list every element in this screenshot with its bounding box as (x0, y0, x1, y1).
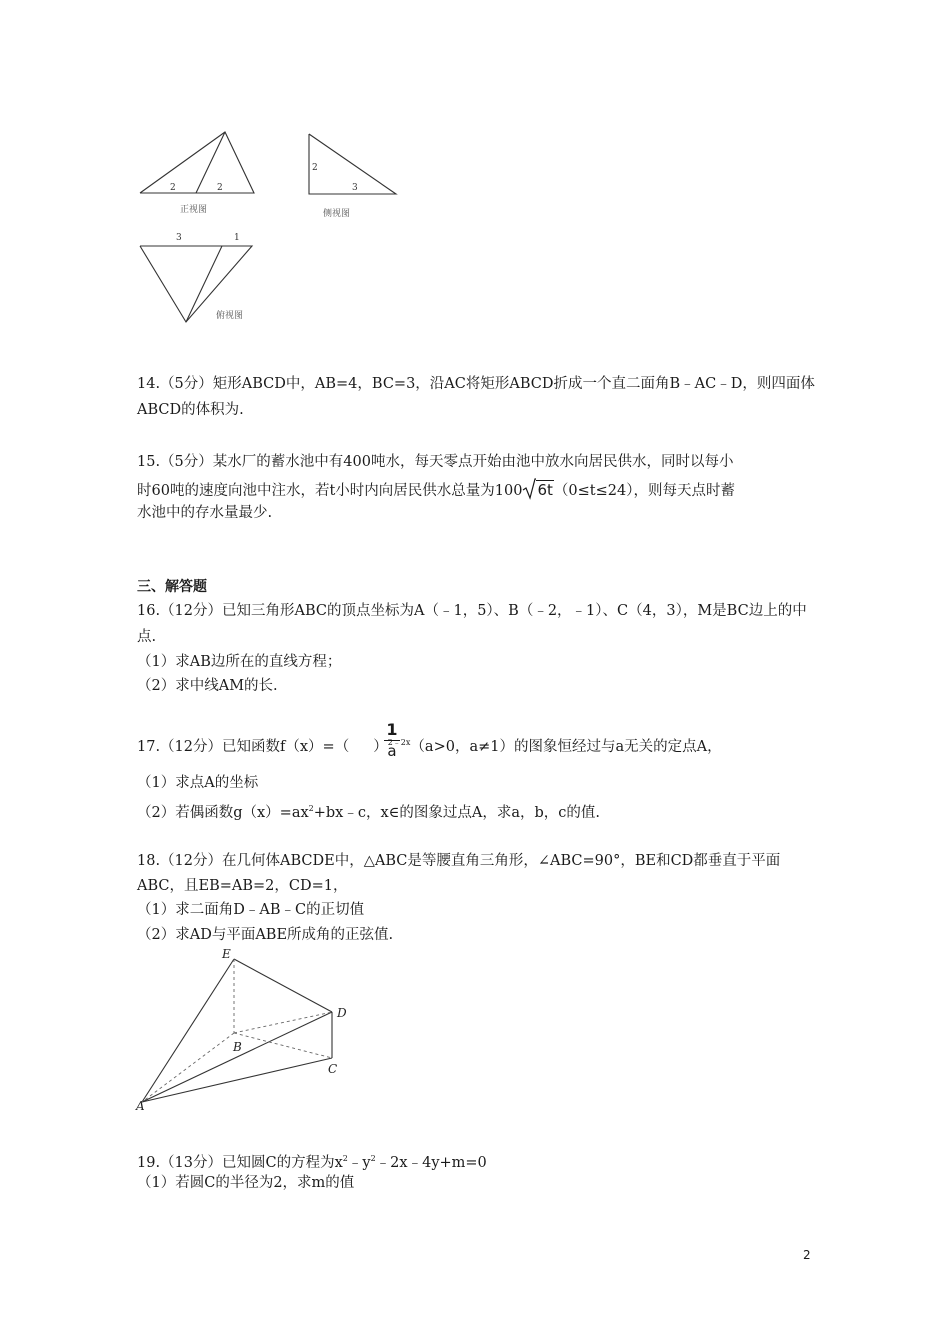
q17-exponent: 2﹣2x (387, 738, 411, 747)
page-number: 2 (803, 1248, 811, 1262)
solid-abcde-figure (130, 945, 360, 1115)
vertex-label-A: A (136, 1099, 145, 1113)
q19-line1-mid: ﹣y (347, 1155, 371, 1171)
q17-part2-prefix: （2）若偶函数g（x）=ax (137, 805, 309, 821)
q16-part1: （1）求AB边所在的直线方程； (137, 654, 342, 670)
q19-sup-1: 2 (342, 1154, 348, 1163)
q18-part2: （2）求AD与平面ABE所成角的正弦值. (137, 927, 394, 943)
sqrt-expression (522, 478, 553, 500)
q15-line2-suffix: （0≤t≤24），则每天点时蓄 (553, 483, 735, 499)
fraction-denominator: a (387, 742, 397, 760)
vertex-label-E: E (222, 947, 231, 961)
q17-part2 (137, 799, 600, 823)
sqrt-radicand: 6t (537, 481, 553, 499)
q15-line3: 水池中的存水量最少. (137, 505, 273, 521)
q18-part1: （1）求二面角D﹣AB﹣C的正切值 (137, 902, 365, 918)
q16-line1: 16.（12分）已知三角形ABC的顶点坐标为A（﹣1，5）、B（﹣2，﹣1）、C（4，3），M是BC边上的中 (137, 603, 807, 619)
three-view-figure (130, 122, 410, 332)
q14-line2: ABCD的体积为. (137, 402, 244, 418)
q17-part2-suffix: +bx﹣c，x∈的图象过点A，求a，b，c的值. (313, 805, 601, 821)
vertex-label-B: B (233, 1040, 242, 1054)
q18-line1: 18.（12分）在几何体ABCDE中，△ABC是等腰直角三角形，∠ABC=90°，BE和CD都垂直于平面 (137, 853, 781, 869)
front-dim-2: 2 (217, 183, 223, 193)
q16-part2: （2）求中线AM的长. (137, 678, 278, 694)
q19-line1 (137, 1149, 487, 1173)
q19-line1-prefix: 19.（13分）已知圆C的方程为x (137, 1155, 343, 1171)
q19-sup-2: 2 (370, 1154, 376, 1163)
side-dim-base: 3 (352, 183, 358, 193)
q15-line1: 15.（5分）某水厂的蓄水池中有400吨水，每天零点开始由池中放水向居民供水，同时以每小 (137, 454, 734, 470)
top-dim-2: 1 (234, 233, 240, 243)
q16-line2: 点. (137, 629, 157, 645)
front-view-label: 正视图 (180, 205, 208, 215)
top-view-label: 俯视图 (216, 311, 244, 321)
q17-line1-prefix: 17.（12分）已知函数f（x）=（ (137, 739, 350, 755)
q15-line2 (137, 478, 735, 501)
q19-part1: （1）若圆C的半径为2，求m的值 (137, 1175, 355, 1191)
front-dim-1: 2 (170, 183, 176, 193)
vertex-label-C: C (328, 1062, 338, 1076)
radical-sign (522, 478, 536, 500)
q14-line1: 14.（5分）矩形ABCD中，AB=4，BC=3，沿AC将矩形ABCD折成一个直二面角B﹣AC﹣D，则四面体 (137, 376, 815, 392)
top-dim-1: 3 (176, 233, 182, 243)
q17-line1-suffix: （a>0，a≠1）的图象恒经过与a无关的定点A， (410, 739, 722, 755)
q17-paren: ） (373, 739, 388, 755)
q15-line2-prefix: 时60吨的速度向池中注水，若t小时内向居民供水总量为100 (137, 483, 523, 499)
q17-part2-sup: 2 (308, 804, 314, 813)
q17-line1 (137, 733, 722, 757)
fraction-bar (384, 740, 400, 741)
fraction-numerator: 1 (386, 720, 398, 739)
q18-line2: ABC，且EB=AB=2，CD=1， (137, 878, 348, 894)
side-view-label: 侧视图 (323, 209, 351, 219)
side-dim-height: 2 (312, 163, 318, 173)
fraction-1-over-a (384, 721, 400, 760)
section-heading: 三、解答题 (137, 579, 207, 595)
vertex-label-D: D (337, 1006, 347, 1020)
q17-part1: （1）求点A的坐标 (137, 775, 259, 791)
q19-line1-suffix: ﹣2x﹣4y+m=0 (375, 1155, 487, 1171)
front-view (140, 132, 254, 193)
